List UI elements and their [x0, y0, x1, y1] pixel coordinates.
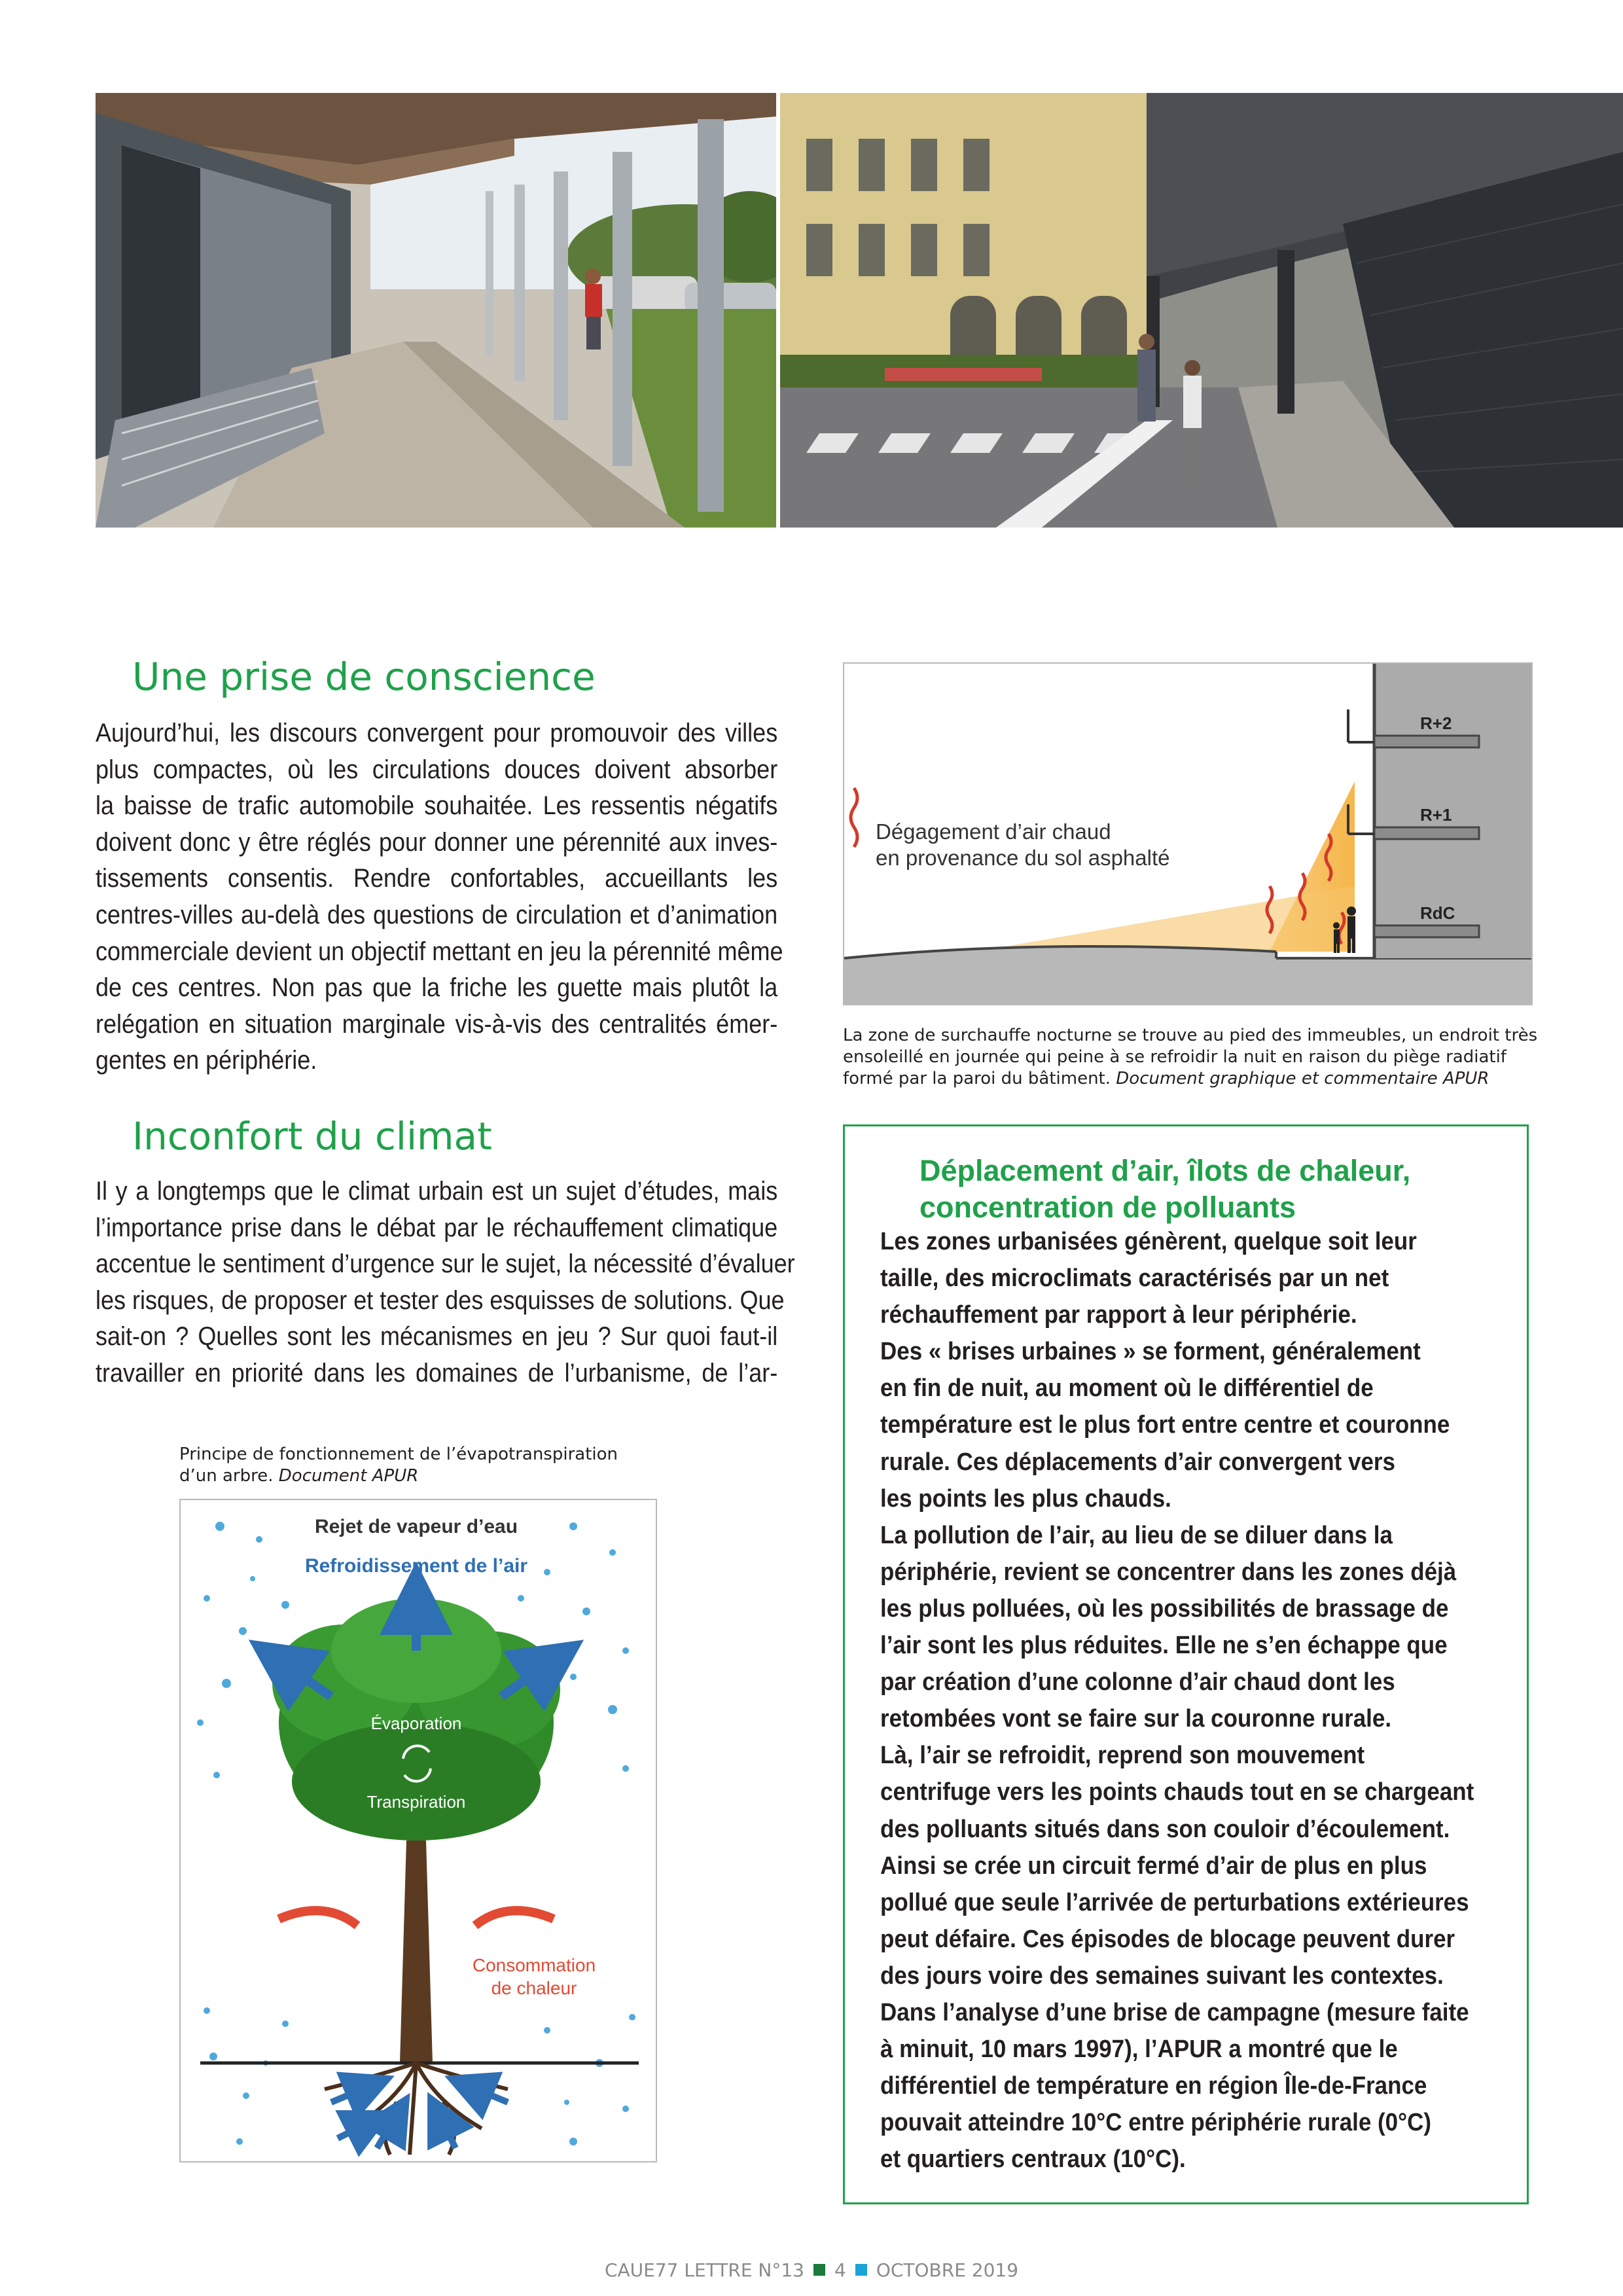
title-line: Déplacement d’air, îlots de chaleur,: [919, 1154, 1411, 1187]
label-transpiration: Transpiration: [366, 1792, 466, 1812]
sidebar-text: [880, 1223, 1474, 2178]
paragraph-prise-de-conscience: [96, 715, 783, 1079]
text-line: peut défaire. Ces épisodes de blocage peuvent durer: [880, 1925, 1455, 1953]
tree-trunk: [400, 1840, 433, 2063]
paragraph-inconfort-du-climat: [96, 1174, 795, 1392]
title-line: concentration de polluants: [919, 1191, 1296, 1224]
text-line: par création d’une colonne d’air chaud dont les: [880, 1668, 1395, 1696]
evapotranspiration-diagram: [179, 1499, 657, 2162]
heading-prise-de-conscience: Une prise de conscience: [132, 655, 596, 699]
text-line: gentes en périphérie.: [96, 1046, 317, 1075]
street-diagram-caption: [843, 1025, 1537, 1090]
cyan-square-icon: [855, 2264, 867, 2276]
text-line: des jours voire des semaines suivant les contextes.: [880, 1962, 1444, 1990]
sidebar-box-deplacement-air: [843, 1124, 1529, 2204]
label-evaporation: Évaporation: [370, 1713, 462, 1733]
text-line: réchauffement par rapport à leur périphérie.: [880, 1301, 1357, 1329]
text-line: plus compactes, où les circulations douces doivent absorber: [96, 755, 778, 784]
text-line: Les zones urbanisées génèrent, quelque soit leur: [880, 1228, 1417, 1255]
page-number: 4: [834, 2259, 846, 2281]
text-line: périphérie, revient se concentrer dans les zones déjà: [880, 1558, 1457, 1586]
text-line: rurale. Ces déplacements d’air convergent vers: [880, 1448, 1395, 1476]
text-line: de ces centres. Non pas que la friche les guette mais plutôt la: [96, 973, 778, 1003]
caption-line: ensoleillé en journée qui peine à se refroidir la nuit en raison du piège radiatif: [843, 1047, 1507, 1067]
text-line: différentiel de température en région Île-de-France: [880, 2072, 1427, 2100]
text-line: Il y a longtemps que le climat urbain est un sujet d’études, mais: [96, 1177, 778, 1206]
text-line: température est le plus fort entre centre et couronne: [880, 1411, 1450, 1439]
text-line: relégation en situation marginale vis-à-vis des centralités émer-: [96, 1009, 778, 1039]
text-line: pouvait atteindre 10°C entre périphérie rurale (0°C): [880, 2109, 1431, 2137]
text-line: tissements consentis. Rendre confortables, accueillants les: [96, 864, 778, 893]
text-line: La pollution de l’air, au lieu de se diluer dans la: [880, 1521, 1393, 1549]
footer-date: OCTOBRE 2019: [876, 2259, 1019, 2281]
label-air-chaud-1: Dégagement d’air chaud: [876, 819, 1111, 844]
text-line: à minuit, 10 mars 1997), l’APUR a montré que le: [880, 2036, 1398, 2064]
caption-text: formé par la paroi du bâtiment.: [843, 1069, 1111, 1088]
caption-credit: Document graphique et commentaire APUR: [1116, 1069, 1489, 1088]
caption-line: [179, 1465, 618, 1487]
label-air-chaud-2: en provenance du sol asphalté: [876, 846, 1170, 870]
label-refroidissement: Refroidissement de l’air: [304, 1555, 528, 1577]
text-line: Dans l’analyse d’une brise de campagne (mesure faite: [880, 1998, 1469, 2026]
text-line: taille, des microclimats caractérisés par un net: [880, 1265, 1389, 1293]
caption-text: d’un arbre.: [179, 1466, 274, 1486]
caption-line: Principe de fonctionnement de l’évapotranspiration: [179, 1444, 618, 1464]
dark-green-square-icon: [813, 2264, 825, 2276]
caption-line: La zone de surchauffe nocturne se trouve au pied des immeubles, un endroit très: [843, 1026, 1538, 1045]
text-line: les plus polluées, où les possibilités de brassage de: [880, 1594, 1449, 1623]
text-line: Ainsi se crée un circuit fermé d’air de plus en plus: [880, 1852, 1427, 1880]
label-rdc: RdC: [1420, 903, 1455, 923]
urban-heat-section-diagram: [843, 662, 1533, 1005]
root-water-arrows: [331, 2086, 508, 2148]
text-line: Aujourd’hui, les discours convergent pour promouvoir des villes: [96, 719, 778, 747]
text-line: centres-villes au-delà des questions de circulation et d’animation: [96, 900, 778, 929]
text-line: accentue le sentiment d’urgence sur le sujet, la nécessité d’évaluer: [96, 1249, 795, 1279]
tree-roots: [325, 2063, 508, 2155]
text-line: centrifuge vers les points chauds tout en se chargeant: [880, 1778, 1474, 1806]
tree-diagram-caption: [179, 1444, 618, 1487]
text-line: l’importance prise dans le débat par le réchauffement climatique: [96, 1213, 778, 1242]
text-line: Des « brises urbaines » se forment, généralement: [880, 1338, 1421, 1366]
photo-arcade-parking: [96, 93, 776, 528]
photo-street-arcade: [780, 93, 1623, 528]
label-r2: R+2: [1420, 713, 1452, 733]
text-line: pollué que seule l’arrivée de perturbations extérieures: [880, 1888, 1469, 1916]
label-consommation: Consommation: [472, 1955, 596, 1975]
label-r1: R+1: [1420, 805, 1452, 825]
text-line: commerciale devient un objectif mettant en jeu la pérennité même: [96, 937, 783, 966]
text-line: travailler en priorité dans les domaines de l’urbanisme, de l’ar-: [96, 1358, 778, 1388]
heading-inconfort-du-climat: Inconfort du climat: [132, 1114, 492, 1158]
text-line: l’air sont les plus réduites. Elle ne s’en échappe que: [880, 1632, 1448, 1660]
page-footer: [576, 2259, 1047, 2281]
text-line: les points les plus chauds.: [880, 1484, 1171, 1513]
text-line: la baisse de trafic automobile souhaitée. Les ressentis négatifs: [96, 791, 778, 821]
label-chaleur: de chaleur: [491, 1978, 577, 1998]
text-line: les risques, de proposer et tester des esquisses de solutions. Que: [96, 1285, 785, 1315]
caption-credit: Document APUR: [278, 1466, 419, 1486]
text-line: des polluants situés dans son couloir d’écoulement.: [880, 1815, 1450, 1843]
caption-line: [843, 1068, 1537, 1090]
text-line: Là, l’air se refroidit, reprend son mouvement: [880, 1742, 1365, 1770]
text-line: doivent donc y être réglés pour donner une pérennité aux inves-: [96, 827, 778, 857]
text-line: retombées vont se faire sur la couronne rurale.: [880, 1705, 1392, 1733]
text-line: sait-on ? Quelles sont les mécanismes en jeu ? Sur quoi faut-il: [96, 1322, 778, 1352]
label-vapeur: Rejet de vapeur d’eau: [314, 1516, 518, 1537]
text-line: en fin de nuit, au moment où le différentiel de: [880, 1374, 1374, 1403]
text-line: et quartiers centraux (10°C).: [880, 2145, 1186, 2174]
footer-publication: CAUE77 LETTRE N°13: [604, 2259, 804, 2281]
sidebar-title: [919, 1153, 1410, 1226]
